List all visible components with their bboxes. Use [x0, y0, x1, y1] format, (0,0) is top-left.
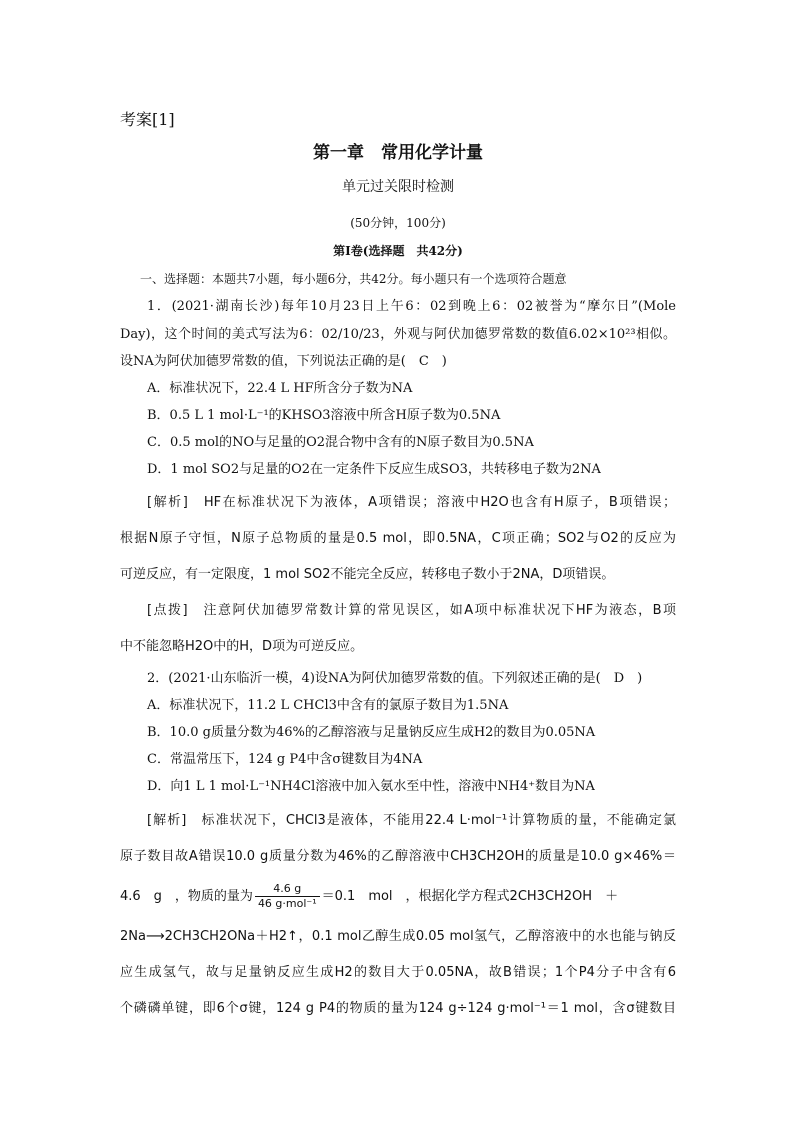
q2-analysis-line-3 — [120, 882, 676, 911]
q1-tip-line-2: 中不能忽略H2O中的H，D项为可逆反应。 — [120, 639, 364, 654]
chapter-title: 第一章 常用化学计量 — [313, 143, 483, 163]
fraction — [255, 882, 320, 911]
q1-analysis-line-1: [解析] HF在标准状况下为液体，A项错误；溶液中H2O也含有H原子，B项错误； — [147, 495, 676, 510]
q1-stem-line-2: Day)，这个时间的美式写法为6：02/10/23，外观与阿伏加德罗常数的数值6.02×10²³相似。 — [120, 327, 676, 342]
volume-label: 第Ⅰ卷(选择题 共42分) — [333, 244, 463, 258]
q1-option-d: D．1 mol SO2与足量的O2在一定条件下反应生成SO3，共转移电子数为2NA — [147, 462, 601, 477]
q2-analysis-line-3-post: ＝0.1 mol ，根据化学方程式2CH3CH2OH ＋ — [321, 889, 619, 904]
case-label: 考案[1] — [120, 110, 175, 129]
q2-analysis-line-6: 个磷磷单键，即6个σ键，124 g P4的物质的量为124 g÷124 g·mol⁻¹＝1 mol，含σ键数目 — [120, 1001, 676, 1016]
q1-stem-line-1: 1．(2021·湖南长沙)每年10月23日上午6：02到晚上6：02被誉为“摩尔日”(Mole — [147, 299, 676, 314]
q2-analysis-line-4: 2Na⟶2CH3CH2ONa＋H2↑，0.1 mol乙醇生成0.05 mol氢气，乙醇溶液中的水也能与钠反 — [120, 929, 676, 944]
fraction-numerator: 4.6 g — [255, 882, 320, 897]
q2-analysis-line-3-pre: 4.6 g ，物质的量为 — [120, 889, 253, 904]
q2-analysis-line-2: 原子数目故A错误10.0 g质量分数为46%的乙醇溶液中CH3CH2OH的质量是10.0 g×46%＝ — [120, 849, 676, 864]
q1-option-c: C．0.5 mol的NO与足量的O2混合物中含有的N原子数目为0.5NA — [147, 435, 534, 450]
q1-option-b: B．0.5 L 1 mol·L⁻¹的KHSO3溶液中所含H原子数为0.5NA — [147, 408, 501, 423]
q2-option-c: C．常温常压下，124 g P4中含σ键数目为4NA — [147, 752, 423, 767]
fraction-denominator: 46 g·mol⁻¹ — [257, 897, 317, 910]
q2-analysis-line-1: [解析] 标准状况下，CHCl3是液体，不能用22.4 L·mol⁻¹计算物质的量，不能确定氯 — [147, 813, 676, 828]
q1-analysis-line-2: 根据N原子守恒，N原子总物质的量是0.5 mol，即0.5NA，C项正确；SO2与O2的反应为 — [120, 531, 676, 546]
q1-stem-line-3: 设NA为阿伏加德罗常数的值，下列说法正确的是( C ) — [120, 354, 447, 369]
q2-option-d: D．向1 L 1 mol·L⁻¹NH4Cl溶液中加入氨水至中性，溶液中NH4⁺数目为NA — [147, 779, 595, 794]
q1-option-a: A．标准状况下，22.4 L HF所含分子数为NA — [147, 381, 413, 396]
q1-analysis-line-3: 可逆反应，有一定限度，1 mol SO2不能完全反应，转移电子数小于2NA，D项错误。 — [120, 567, 615, 582]
q1-tip-line-1: [点拨] 注意阿伏加德罗常数计算的常见误区，如A项中标准状况下HF为液态，B项 — [147, 603, 676, 618]
section-instruction: 一、选择题：本题共7小题，每小题6分，共42分。每小题只有一个选项符合题意 — [140, 272, 567, 286]
subtitle: 单元过关限时检测 — [342, 179, 454, 195]
q2-option-a: A．标准状况下，11.2 L CHCl3中含有的氯原子数目为1.5NA — [147, 698, 509, 713]
q2-option-b: B．10.0 g质量分数为46%的乙醇溶液与足量钠反应生成H2的数目为0.05NA — [147, 725, 596, 740]
time-score: (50分钟，100分) — [350, 216, 446, 230]
q2-analysis-line-5: 应生成氢气，故与足量钠反应生成H2的数目大于0.05NA，故B错误；1个P4分子中含有6 — [120, 965, 676, 980]
q2-stem: 2．(2021·山东临沂一模，4)设NA为阿伏加德罗常数的值。下列叙述正确的是( D ) — [147, 671, 643, 686]
